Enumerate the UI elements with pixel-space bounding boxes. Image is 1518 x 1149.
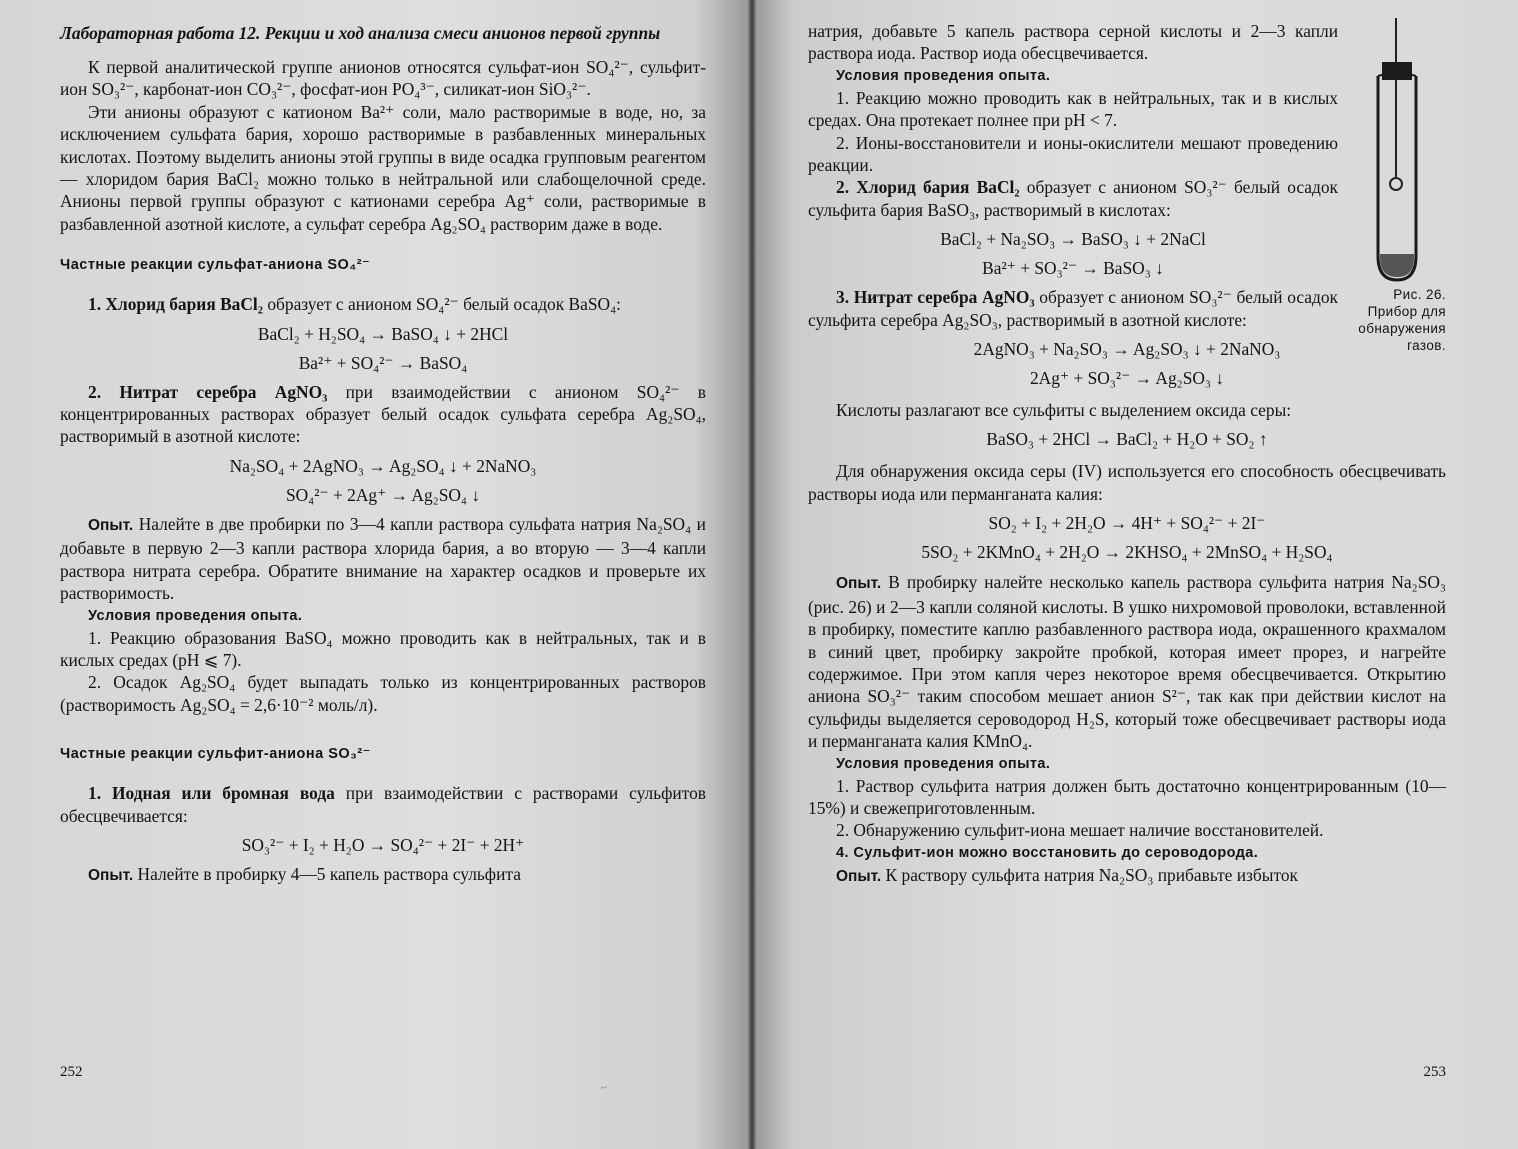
paragraph-detection: Для обнаружения оксида серы (IV) используется его способность обесцвечивать растворы иода или перманганата калия: (808, 461, 1446, 504)
equation: Ba²⁺ + SO₃²⁻ → BaSO₃ ↓ (982, 258, 1164, 279)
condition-item: 1. Реакцию можно проводить как в нейтральных, так и в кислых средах. Она протекает полнее при pH < 7. (808, 87, 1338, 131)
equation: BaSO₃ + 2HCl → BaCl₂ + H₂O + SO₂ ↑ (986, 429, 1268, 450)
conditions-heading: Условия проведения опыта. (836, 755, 1051, 772)
equation: SO₄²⁻ + 2Ag⁺ → Ag₂SO₄ ↓ (285, 484, 481, 505)
conditions-heading: Условия проведения опыта. (88, 607, 303, 624)
book-gutter (748, 0, 756, 1149)
experiment-label: Опыт. (88, 516, 134, 534)
equation: BaCl₂ + Na₂SO₃ → BaSO₃ ↓ + 2NaCl (940, 229, 1206, 250)
equation: BaCl₂ + H₂SO₄ → BaSO₄ ↓ + 2HCl (257, 323, 509, 344)
condition-item: 2. Обнаружению сульфит-иона мешает наличие восстановителей. (836, 820, 1324, 841)
experiment-text: К раствору сульфита натрия Na₂SO₃ прибавьте избыток (881, 864, 1298, 885)
experiment-label: Опыт. (836, 867, 882, 885)
section-heading-sulfite: Частные реакции сульфит-аниона SO₃²⁻ (60, 746, 371, 763)
equation: SO₃²⁻ + I₂ + H₂O → SO₄²⁻ + 2I⁻ + 2H⁺ (241, 834, 525, 855)
reaction-lead: 1. Хлорид бария BaCl₂ (88, 294, 263, 315)
right-top-column (808, 20, 1338, 331)
reaction-lead: 2. Нитрат серебра AgNO₃ (88, 381, 328, 402)
reaction-barium-chloride-sulfite (808, 176, 1338, 221)
experiment-label: Опыт. (836, 575, 882, 593)
reaction-text: образует с анионом SO₄²⁻ белый осадок BaSO₄: (262, 294, 621, 315)
reaction-text: образует с анионом SO₃²⁻ белый осадок сульфита бария BaSO₃, растворимый в кислотах: (808, 177, 1338, 220)
test-tube-icon (1372, 18, 1472, 288)
experiment-text: В пробирку налейте несколько капель раствора сульфита натрия Na₂SO₃ (рис. 26) и 2—3 капли соляной кислоты. В ушко нихромовой проволоки, вставленной в пробирку, поместите каплю разбавленного раствора иода, окрашенного крахмалом в синий цвет, пробирку закройте пробкой, которая имеет прорез, и нагрейте содержимое. При этом капля через некоторое время обесцвечивается. Открытию аниона SO₃²⁻ таким способом мешает анион S²⁻, так как при действии кислот на сульфиды выделяется сероводород H₂S, который тоже обесцвечивает растворы иода и перманганата калия KMnO₄. (808, 572, 1446, 752)
section-heading-sulfate: Частные реакции сульфат-аниона SO₄²⁻ (60, 257, 371, 274)
wire-loop (1390, 178, 1402, 190)
condition-item: 1. Реакцию образования BaSO₄ можно проводить как в нейтральных, так и в кислых средах (pH ⩽ 7). (60, 627, 706, 670)
reaction-text: при взаимодействии с растворами сульфитов обесцвечивается: (60, 783, 706, 826)
page-number: 252 (60, 1064, 83, 1080)
paragraph-acids: Кислоты разлагают все сульфиты с выделением оксида серы: (836, 400, 1292, 421)
condition-item: 2. Ионы-восстановители и ионы-окислители мешают проведению реакции. (808, 132, 1338, 176)
equation: 2Ag⁺ + SO₃²⁻ → Ag₂SO₃ ↓ (1029, 368, 1225, 389)
figure-caption: Рис. 26. Прибор для обнаружения газов. (1358, 287, 1446, 353)
equation: Na₂SO₄ + 2AgNO₃ → Ag₂SO₄ ↓ + 2NaNO₃ (229, 455, 537, 476)
equation: 2AgNO₃ + Na₂SO₃ → Ag₂SO₃ ↓ + 2NaNO₃ (973, 339, 1281, 360)
experiment-text: Налейте в пробирку 4—5 капель раствора сульфита (133, 863, 521, 884)
reaction-lead: 3. Нитрат серебра AgNO₃ (836, 287, 1035, 308)
equation: SO₂ + I₂ + 2H₂O → 4H⁺ + SO₄²⁻ + 2I⁻ (988, 513, 1266, 534)
paragraph-intro: К первой аналитической группе анионов относятся сульфат-ион SO₄²⁻, сульфит-ион SO₃²⁻, карбонат-ион CO₃²⁻, фосфат-ион PO₄³⁻, силикат-ион SiO₃²⁻. (60, 57, 706, 100)
experiment-paragraph (808, 864, 1446, 888)
lab-title: Лабораторная работа 12. Рекции и ход анализа смеси анионов первой группы (60, 23, 661, 43)
reaction-silver-nitrate (60, 381, 706, 448)
equation: Ba²⁺ + SO₄²⁻ → BaSO₄ (298, 352, 468, 373)
reaction-text: образует с анионом SO₃²⁻ белый осадок сульфита серебра Ag₂SO₃, растворимый в азотной кислоте: (808, 287, 1338, 330)
experiment-text: Налейте в две пробирки по 3—4 капли раствора сульфата натрия Na₂SO₄ и добавьте в первую 2—3 капли раствора хлорида бария, а во вторую — 3—4 капли раствора нитрата серебра. Обратите внимание на характер осадков и проверьте их растворимость. (60, 513, 706, 604)
paragraph-continued: натрия, добавьте 5 капель раствора серной кислоты и 2—3 капли раствора иода. Раствор иода обесцвечивается. (808, 21, 1338, 64)
reaction-text: при взаимодействии с анионом SO₄²⁻ в концентрированных растворах образует белый осадок сульфата серебра Ag₂SO₄, растворимый в азотной кислоте: (60, 381, 706, 447)
experiment-paragraph (60, 513, 706, 605)
experiment-paragraph (60, 863, 706, 887)
liquid (1380, 254, 1414, 277)
pencil-mark: ~ (597, 1079, 610, 1096)
stopper (1382, 62, 1412, 80)
condition-item: 1. Раствор сульфита натрия должен быть достаточно концентрированным (10—15%) и свежеприготовленным. (808, 775, 1446, 818)
reaction-iodine-water (60, 782, 706, 827)
condition-item: 2. Осадок Ag₂SO₄ будет выпадать только из концентрированных растворов (растворимость Ag₂SO₄ = 2,6·10⁻² моль/л). (60, 672, 706, 715)
reaction-lead: 2. Хлорид бария BaCl₂ (836, 177, 1020, 198)
reaction-lead: 1. Иодная или бромная вода (88, 783, 335, 804)
equation: 5SO₂ + 2KMnO₄ + 2H₂O → 2KHSO₄ + 2MnSO₄ + H₂SO₄ (921, 542, 1333, 563)
reaction-sulfite-reduction: 4. Сульфит-ион можно восстановить до сероводорода. (836, 844, 1259, 861)
left-page (0, 0, 748, 1149)
experiment-paragraph (808, 571, 1446, 752)
page-number: 253 (1423, 1064, 1446, 1080)
conditions-heading: Условия проведения опыта. (836, 67, 1051, 84)
reaction-silver-nitrate-sulfite (808, 286, 1338, 331)
experiment-label: Опыт. (88, 866, 134, 884)
paragraph-anions: Эти анионы образуют с катионом Ba²⁺ соли, мало растворимые в воде, но, за исключением сульфата бария, хорошо растворимые в разбавленных минеральных кислотах. Поэтому выделить анионы этой группы в виде осадка групповым реагентом — хлоридом бария BaCl₂ можно только в нейтральной или слабощелочной среде. Анионы первой группы образуют с катионами серебра Ag⁺ соли, растворимые в разбавленной азотной кислоте, а сульфат серебра Ag₂SO₄ растворим даже в воде. (60, 101, 706, 234)
reaction-barium-chloride (60, 293, 706, 315)
